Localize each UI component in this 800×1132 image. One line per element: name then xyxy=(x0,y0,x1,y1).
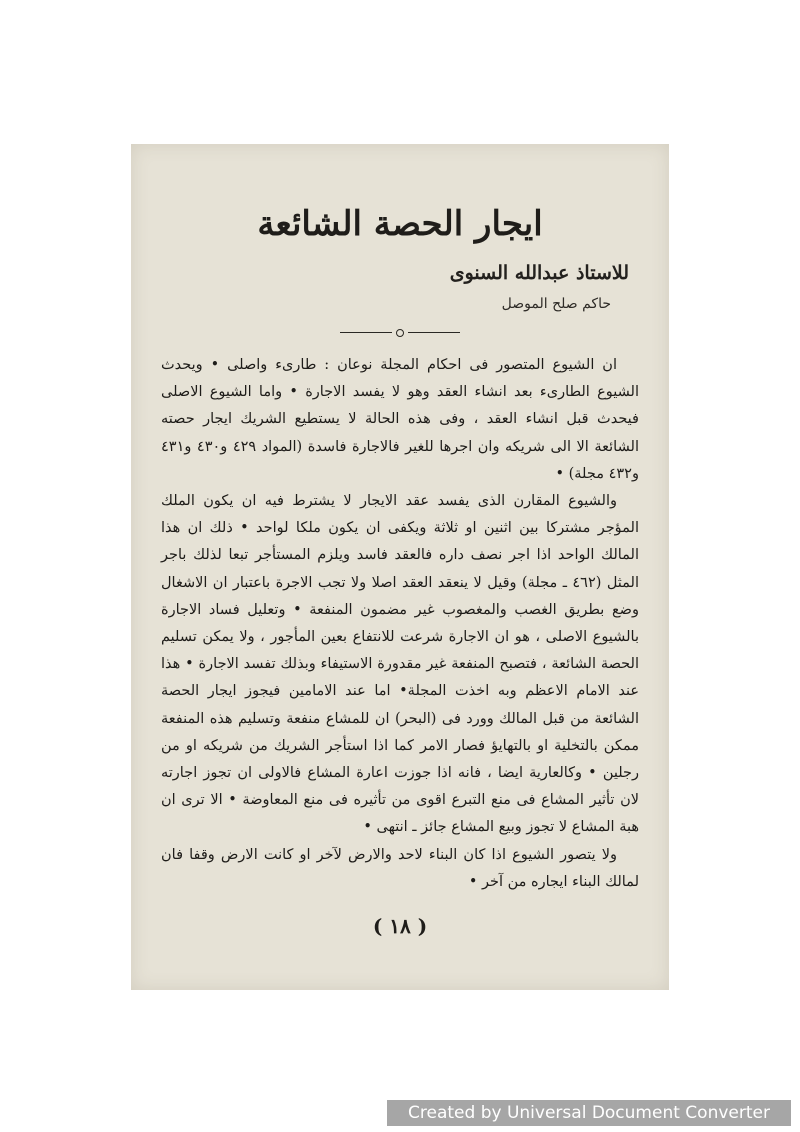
paragraph-2: والشيوع المقارن الذى يفسد عقد الايجار لا يشترط فيه ان يكون الملك المؤجر مشتركا بين اثنين او ثلاثة ويكفى ان يكون ملكا لواحد • ذلك ان هذا المالك الواحد اذا اجر نصف داره فالعقد فاسد ويلزم المستأجر تبعا لذلك باجر المثل (٤٦٢ ـ مجلة) وقيل لا ينعقد العقد اصلا ولا تجب الاجرة باعتبار ان الاشغال وضع بطريق الغصب والمغصوب غير مضمون المنفعة • وتعليل فساد الاجارة بالشيوع الاصلى ، هو ان الاجارة شرعت للانتفاع بعين المأجور ، ولا يمكن تسليم الحصة الشائعة ، فتصبح المنفعة غير مقدورة الاستيفاء وبذلك تفسد الاجارة • هذا عند الامام الاعظم وبه اخذت المجلة• اما عند الامامين فيجوز ايجار الحصة الشائعة من قبل المالك وورد فى (البحر) ان للمشاع منفعة وتسليم هذه المنفعة ممكن بالتخلية او بالتهايؤ فصار الامر كما اذا استأجر الشريك من شريكه او من رجلين • وكالعارية ايضا ، فانه اذا جوزت اعارة المشاع فالاولى ان تجوز اجارته لان تأثير المشاع فى منع التبرع اقوى من تأثيره فى منع المعاوضة • الا ترى ان هبة المشاع لا تجوز وبيع المشاع جائز ـ انتهى • xyxy=(161,493,640,836)
author-name: للاستاذ عبدالله السنوى xyxy=(449,262,629,284)
divider-line-right xyxy=(408,332,460,333)
divider-ornament-icon xyxy=(396,329,404,337)
page-number: ( ١٨ ) xyxy=(372,914,428,938)
paragraph-1: ان الشيوع المتصور فى احكام المجلة نوعان : طارىء واصلى • ويحدث الشيوع الطارىء بعد انشاء العقد وهو لا يفسد الاجارة • واما الشيوع الاصلى فيحدث قبل انشاء العقد ، وفى هذه الحالة لا يستطيع الشريك ايجار حصته الشائعة الا الى شريكه وان اجرها للغير فالاجارة فاسدة (المواد ٤٢٩ و٤٣٠ و٤٣١ و٤٣٢ مجلة) • xyxy=(161,357,639,482)
converter-watermark: Created by Universal Document Converter xyxy=(387,1100,791,1126)
ornamental-divider xyxy=(340,328,460,338)
paragraph-3: ولا يتصور الشيوع اذا كان البناء لاحد والارض لآخر او كانت الارض وقفا فان لمالك البناء ايجاره من آخر • xyxy=(161,846,639,890)
divider-line-left xyxy=(340,332,392,333)
author-role: حاكم صلح الموصل xyxy=(501,296,611,312)
document-page xyxy=(131,144,669,990)
article-body xyxy=(161,352,639,896)
article-title: ايجار الحصة الشائعة xyxy=(257,204,543,244)
